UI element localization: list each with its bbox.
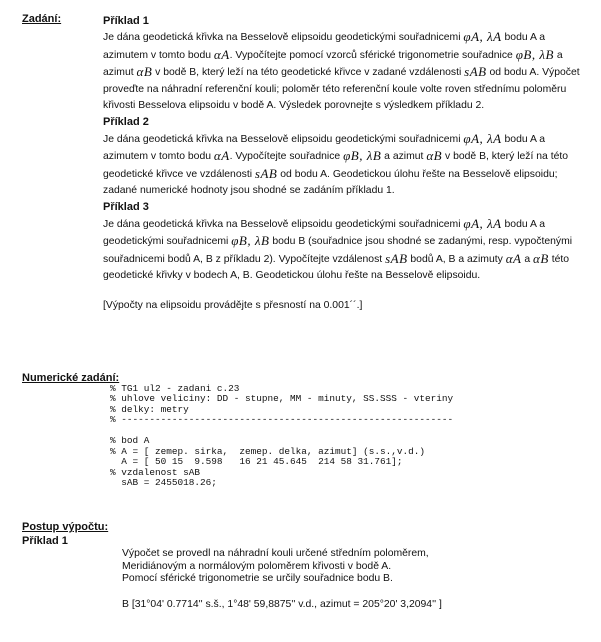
ex3-text-6: této geodetické křivky v bodech A, B. Geodetickou úlohu řešte na Besselově elipsoidu. <box>103 253 570 282</box>
procedure-line: Meridiánovým a normálovým poloměrem křivosti v bodě A. <box>122 560 392 572</box>
example-2-title: Příklad 2 <box>103 116 149 129</box>
ex1-text-4: a azimut <box>103 49 563 79</box>
ex2-text-6: od bodu A. Geodetickou úlohu řešte na Besselově elipsoidu; zadané numerické hodnoty jsou shodné se zadáním příkladu 1. <box>103 168 558 197</box>
phiB-lambdaB-symbol: φB, λB <box>231 233 270 249</box>
example-1-title: Příklad 1 <box>103 15 149 27</box>
example-2-text <box>103 131 589 200</box>
postup-heading: Postup výpočtu: <box>22 521 109 533</box>
zadani-heading: Zadání: <box>22 13 62 25</box>
phiA-lambdaA-symbol: φA, λA <box>463 215 502 231</box>
example-3-title: Příklad 3 <box>103 201 149 214</box>
numericke-zadani-heading: Numerické zadání: <box>22 372 120 384</box>
precision-note: [Výpočty na elipsoidu provádějte s přesností na 0.001´´.] <box>103 299 363 311</box>
phiB-lambdaB-symbol: φB, λB <box>515 46 554 62</box>
phiA-lambdaA-symbol: φA, λA <box>463 130 502 146</box>
alphaA-symbol: αA <box>213 46 230 62</box>
ex1-text-1: Je dána geodetická křivka na Besselově elipsoidu geodetickými souřadnicemi <box>103 32 461 44</box>
phiA-lambdaA-symbol: φA, λA <box>463 29 502 45</box>
sAB-symbol: sAB <box>385 250 408 266</box>
result-line: B [31°04' 0.7714'' s.š., 1°48' 59,8875'' v.d., azimut = 205°20' 3,2094'' ] <box>122 599 442 610</box>
ex2-text-5: v bodě B, který leží na této geodetické křivce ve vzdálenosti <box>103 151 569 180</box>
alphaB-symbol: αB <box>426 148 443 164</box>
ex3-text-4: bodů A, B a azimuty <box>410 253 503 265</box>
ex3-text-3: bodu B (souřadnice jsou shodné se zadanými, resp. vypočtenými souřadnicemi bodů A, B z příkladu 2). Vypočítejte vzdálenost <box>103 236 573 265</box>
alphaA-symbol: αA <box>213 148 230 164</box>
ex2-text-1: Je dána geodetická křivka na Besselově elipsoidu geodetickými souřadnicemi <box>103 133 461 145</box>
alphaB-symbol: αB <box>533 250 549 266</box>
sAB-symbol: sAB <box>464 64 487 80</box>
example-1-text <box>103 29 589 114</box>
procedure-text <box>122 548 429 586</box>
ex3-text-2: bodu A a geodetickými souřadnicemi <box>103 218 545 248</box>
ex2-text-2: bodu A a azimutem v tomto bodu <box>103 133 545 163</box>
phiB-lambdaB-symbol: φB, λB <box>343 148 382 164</box>
numeric-input-code: % TG1 ul2 - zadani c.23 % uhlove veliciny: DD - stupne, MM - minuty, SS.SSS - vteriny % delky: metry % ----------------------------------------------------------- % bod A % A = [ zemep. sirka, zemep. delka, azimut] (s.s.,v.d.) A = [ 50 15 9.598 16 21 45.645 214 58 31.761]; % vzdalenost sAB sAB = 2455018.26; <box>110 383 454 489</box>
ex3-text-1: Je dána geodetická křivka na Besselově elipsoidu geodetickými souřadnicemi <box>103 218 461 230</box>
postup-example-title: Příklad 1 <box>22 535 68 547</box>
procedure-line: Pomocí sférické trigonometrie se určily souřadnice bodu B. <box>122 573 393 584</box>
ex1-text-5: v bodě B, který leží na této geodetické křivce v zadané vzdálenosti <box>155 67 462 79</box>
ex2-text-4: a azimut <box>384 151 424 163</box>
assignment-block <box>103 13 589 314</box>
alphaA-symbol: αA <box>505 250 522 266</box>
sAB-symbol: sAB <box>254 165 278 181</box>
ex1-text-6: od bodu A. Výpočet proveďte na náhradní referenční kouli; poloměr této referenční koule volte roven střednímu poloměru křivosti Besselova elipsoidu v bodě A. Výsledek porovnejte s výsledkem příkladu 2. <box>103 67 580 112</box>
ex2-text-3: . Vypočítejte souřadnice <box>229 151 341 163</box>
ex1-text-2: bodu A a azimutem v tomto bodu <box>103 32 545 61</box>
procedure-line: Výpočet se provedl na náhradní kouli určené středním poloměrem, <box>122 548 429 559</box>
alphaB-symbol: αB <box>136 64 153 80</box>
example-3-text <box>103 216 589 285</box>
ex1-text-3: . Vypočítejte pomocí vzorců sférické trigonometrie souřadnice <box>229 49 513 61</box>
ex3-text-5: a <box>524 253 531 265</box>
